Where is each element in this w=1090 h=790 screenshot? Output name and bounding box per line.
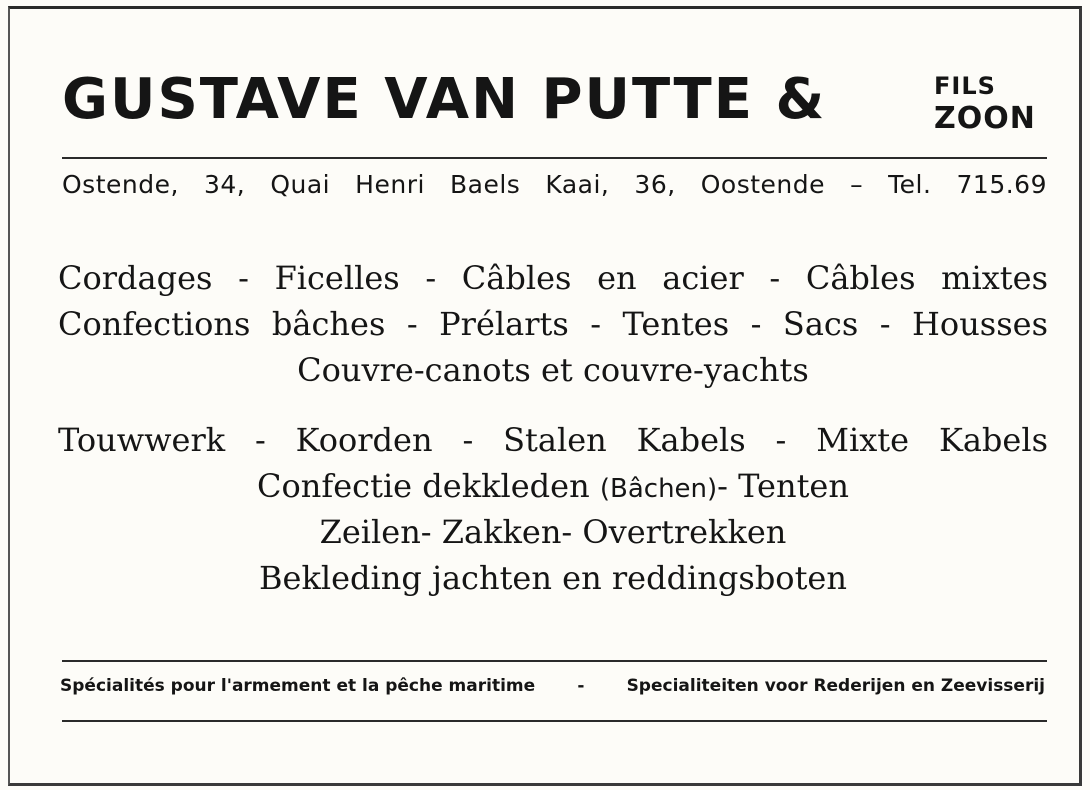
firm-name: GUSTAVE VAN PUTTE & <box>62 67 827 132</box>
dutch-line-1: Touwwerk - Koorden - Stalen Kabels - Mixte Kabels <box>58 421 1048 459</box>
fils-zoon-block <box>934 74 1036 134</box>
french-line-1: Cordages - Ficelles - Câbles en acier - Câbles mixtes <box>58 259 1048 297</box>
address-line: Ostende, 34, Quai Henri Baels Kaai, 36, Oostende – Tel. 715.69 <box>62 170 1047 199</box>
footer-specialities <box>60 676 1045 696</box>
zoon-label: ZOON <box>934 101 1036 136</box>
dutch-line-2-tail: - Tenten <box>717 467 849 505</box>
footer-separator: - <box>577 676 585 696</box>
french-line-3: Couvre-canots et couvre-yachts <box>297 351 809 389</box>
footer-french: Spécialités pour l'armement et la pêche maritime <box>60 676 536 696</box>
dutch-line-2 <box>58 464 1048 511</box>
header-rule <box>62 157 1047 159</box>
footer-rule-bottom <box>62 720 1047 722</box>
dutch-line-4: Bekleding jachten en reddingsboten <box>259 559 847 597</box>
dutch-line-2-paren: (Bâchen) <box>599 474 718 504</box>
footer-rule-top <box>62 660 1047 662</box>
dutch-line-2-main: Confectie dekkleden <box>257 467 590 505</box>
fils-label: FILS <box>934 72 996 100</box>
dutch-line-3: Zeilen- Zakken- Overtrekken <box>319 513 787 551</box>
french-line-2: Confections bâches - Prélarts - Tentes - Sacs - Housses <box>58 305 1048 343</box>
footer-dutch: Specialiteiten voor Rederijen en Zeevisserij <box>626 676 1045 696</box>
